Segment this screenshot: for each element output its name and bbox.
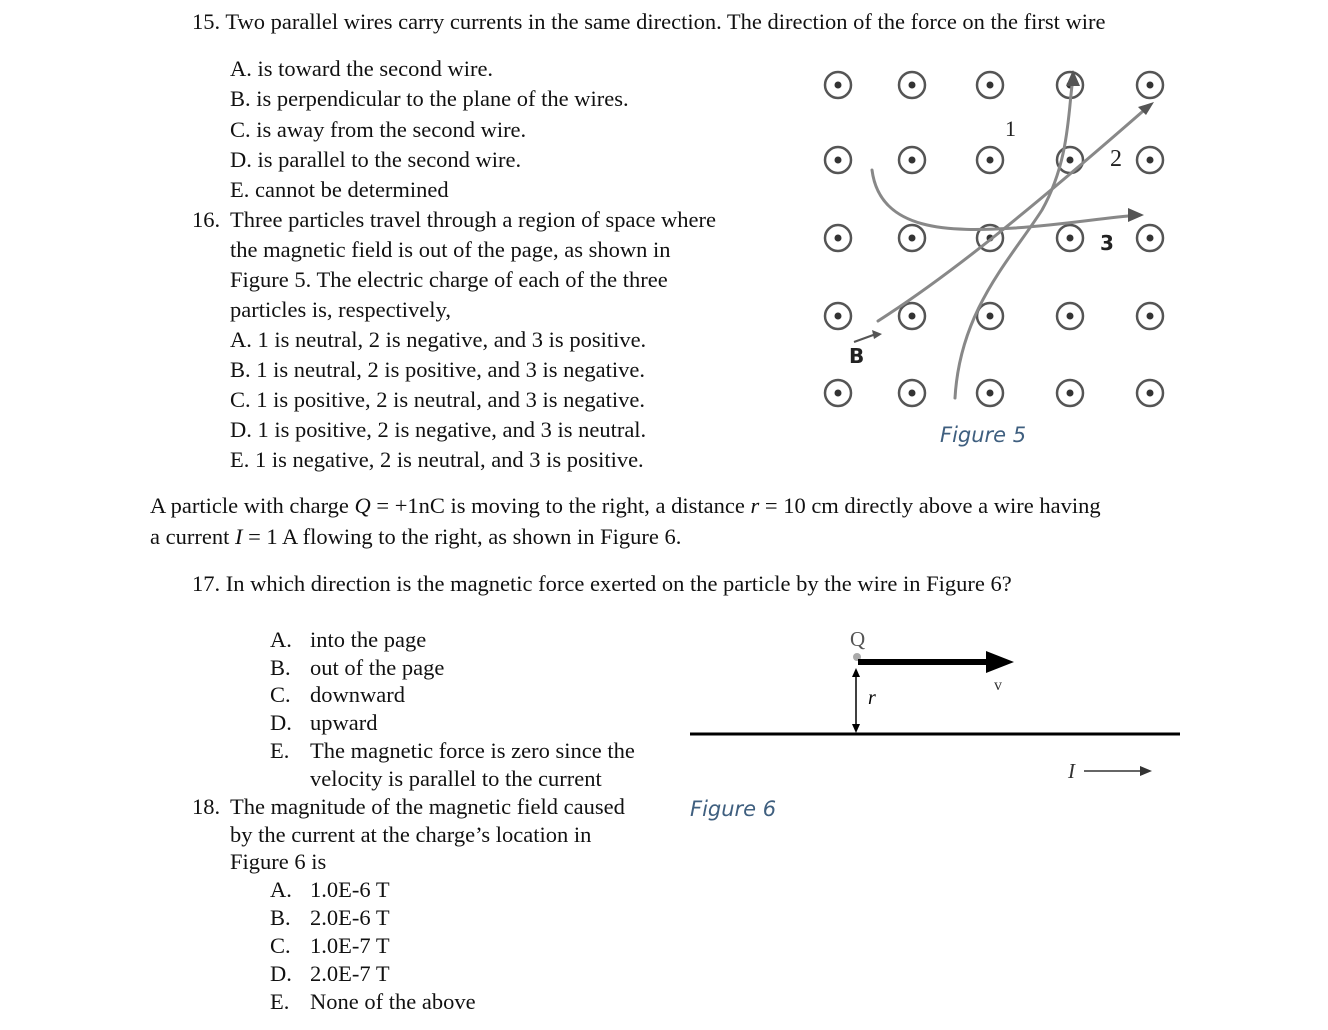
particle-2-label: 2	[1110, 146, 1122, 172]
particle-3-arrowhead	[1128, 208, 1144, 222]
q17-option-d: D. upward	[270, 710, 378, 735]
q18-stem-line-3: Figure 6 is	[230, 849, 327, 874]
field-out-of-page-dot	[1067, 157, 1074, 164]
field-out-of-page-dot	[1067, 235, 1074, 242]
particle-path-3	[872, 170, 1140, 229]
q15-option-d: D. is parallel to the second wire.	[230, 147, 522, 172]
q16-number: 16.	[192, 207, 221, 232]
field-out-of-page-dot	[835, 313, 842, 320]
field-out-of-page-dot	[1067, 390, 1074, 397]
q15-option-c: C. is away from the second wire.	[230, 117, 527, 142]
particle-3-label: 3	[1100, 231, 1114, 255]
figure-5-diagram	[810, 60, 1180, 420]
distance-arrowhead-down	[852, 724, 860, 733]
q16-stem-line-4: particles is, respectively,	[230, 297, 451, 322]
intro-line-2: a current I = 1 A flowing to the right, as shown in Figure 6.	[150, 524, 682, 549]
q16-stem-line-2: the magnetic field is out of the page, as shown in	[230, 237, 671, 262]
b-vector-arrow	[854, 334, 876, 342]
field-out-of-page-dot	[987, 390, 994, 397]
q16-option-d: D. 1 is positive, 2 is negative, and 3 is neutral.	[230, 417, 647, 442]
q16-option-e: E. 1 is negative, 2 is neutral, and 3 is positive.	[230, 447, 644, 472]
field-out-of-page-dot	[909, 313, 916, 320]
field-out-of-page-dot	[909, 157, 916, 164]
q16-option-c: C. 1 is positive, 2 is neutral, and 3 is negative.	[230, 387, 645, 412]
q18-option-a: A. 1.0E-6 T	[270, 877, 390, 902]
q16-stem-line-1: Three particles travel through a region of space where	[230, 207, 717, 232]
q17-stem: 17. In which direction is the magnetic force exerted on the particle by the wire in Figure 6?	[192, 571, 1012, 596]
intro-line-1: A particle with charge Q = +1nC is moving to the right, a distance r = 10 cm directly above a wire having	[150, 493, 1101, 518]
figure-5-caption: Figure 5	[940, 423, 1027, 447]
q17-option-e-continued: velocity is parallel to the current	[310, 766, 602, 791]
figure-6-caption: Figure 6	[690, 797, 777, 821]
field-out-of-page-dot	[1147, 157, 1154, 164]
field-out-of-page-dot	[1147, 82, 1154, 89]
distance-arrowhead-up	[852, 668, 860, 677]
figure-6-diagram	[680, 620, 1190, 790]
current-label: I	[1068, 759, 1075, 783]
q17-option-a: A. into the page	[270, 627, 427, 652]
particle-1-label: 1	[1005, 116, 1016, 141]
field-out-of-page-dot	[909, 390, 916, 397]
magnetic-field-label: B	[849, 344, 865, 368]
q18-option-b: B. 2.0E-6 T	[270, 905, 390, 930]
q18-number: 18.	[192, 794, 221, 819]
q15-stem: 15. Two parallel wires carry currents in the same direction. The direction of the force on the first wire	[192, 9, 1106, 34]
field-out-of-page-dot	[909, 82, 916, 89]
current-arrowhead	[1140, 766, 1152, 776]
q18-stem-line-2: by the current at the charge’s location in	[230, 822, 592, 847]
charge-label: Q	[850, 627, 866, 651]
field-out-of-page-dot	[909, 235, 916, 242]
q16-option-b: B. 1 is neutral, 2 is positive, and 3 is negative.	[230, 357, 645, 382]
field-out-of-page-dot	[987, 313, 994, 320]
field-out-of-page-dot	[1067, 313, 1074, 320]
q15-option-b: B. is perpendicular to the plane of the wires.	[230, 86, 629, 111]
q17-option-e: E. The magnetic force is zero since the	[270, 738, 635, 763]
q17-option-b: B. out of the page	[270, 655, 445, 680]
q18-stem-line-1: The magnitude of the magnetic field caused	[230, 794, 625, 819]
q16-stem-line-3: Figure 5. The electric charge of each of the three	[230, 267, 668, 292]
q17-option-c: C. downward	[270, 682, 405, 707]
field-out-of-page-dot	[987, 82, 994, 89]
field-out-of-page-dot	[1147, 390, 1154, 397]
field-out-of-page-dot	[1147, 313, 1154, 320]
q16-option-a: A. 1 is neutral, 2 is negative, and 3 is positive.	[230, 327, 647, 352]
q15-option-a: A. is toward the second wire.	[230, 56, 494, 81]
q18-option-d: D. 2.0E-7 T	[270, 961, 390, 986]
field-out-of-page-dot	[835, 157, 842, 164]
q18-option-c: C. 1.0E-7 T	[270, 933, 390, 958]
field-out-of-page-dot	[835, 82, 842, 89]
field-out-of-page-dot	[835, 390, 842, 397]
q18-option-e: E. None of the above	[270, 989, 476, 1014]
field-out-of-page-dot	[987, 157, 994, 164]
q15-option-e: E. cannot be determined	[230, 177, 449, 202]
field-out-of-page-dot	[1147, 235, 1154, 242]
velocity-arrowhead	[986, 651, 1014, 673]
velocity-label: v	[994, 677, 1002, 694]
field-out-of-page-dot	[835, 235, 842, 242]
distance-label: r	[868, 687, 876, 709]
